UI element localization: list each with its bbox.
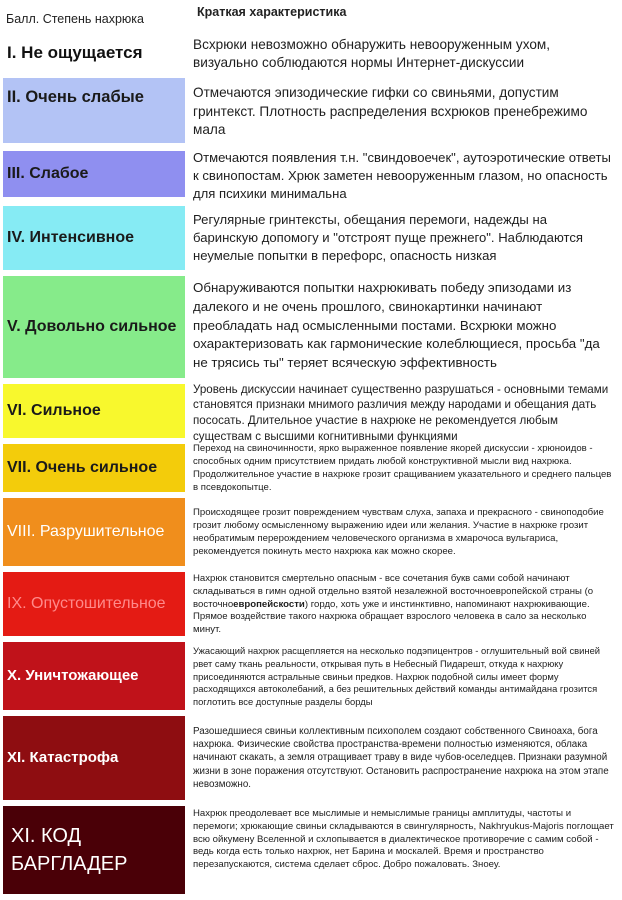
level-description-emphasis: европейскости [233,598,305,610]
level-description: Происходящее грозит повреждением чувствам слуха, запаха и прекрасного - свиноподобие грозит любому осмысленному выражению идеи или желания. Участие в нахрюке грозит необратимым перерождением человеческого организма в хмарочоса вульгариса, рекомендуется покинуть место нахрюка как можно скорее. [193,507,604,557]
header-description-label: Краткая характеристика [197,5,347,19]
level-row-7 [0,444,622,494]
level-description: Обнаруживаются попытки нахрюкивать победу эпизодами из далекого и не очень прошлого, свинокартинки начинают преобладать над осмысленными постами. Всхрюки можно охарактеризовать как гармонические колеблющиеся, просьба "да не трясись ты" теряет всяческую эффективность [193,280,600,370]
level-name: XI. Катастрофа [3,716,185,800]
level-row-8 [0,498,622,568]
level-name: IX. Опустошительное [3,572,185,636]
level-description: Регулярные гринтексты, обещания перемоги, надежды на баринскую допомогу и "отстроят пуще прежнего". Наблюдаются неумелые попытки в перефорс, опасность низкая [193,212,583,263]
level-row-2 [0,78,622,146]
level-row-4 [0,206,622,272]
level-row-9 [0,572,622,638]
level-description: Нахрюк преодолевает все мыслимые и немыслимые границы амплитуды, частоты и перемоги; хрюкающие свиньи складываются в свингулярность, Nakhryukus-Majoris поглощает всю ойкумену Вселенной и схлопывается в диалектическое противоречие с самим собой - ведь когда есть только нахрюк, нет Барина и москалей. Время и пространство перезапускаются, система сделает сброс. Добро пожаловать. Зноеу. [193,807,614,871]
level-description: Отмечаются появления т.н. "свиндовоечек", аутоэротические ответы к свинопостам. Хрюк заметен невооруженным глазом, но опасность для психики минимальна [193,150,611,201]
level-description: Разошедшиеся свиньи коллективным психополем создают собственного Свиноаха, бога нахрюка. Физические свойства пространства-времени полностью изменяются, облака начинают скакать, а земля отращивает траву в виде чубов-оселедцев. Признаки разумной жизни в зоне поражения отсутствуют. Остановить распространение нахрюка на этом этапе невозможно. [193,725,609,790]
level-row-10 [0,642,622,712]
level-name: VII. Очень сильное [3,444,185,492]
level-name: I. Не ощущается [7,42,143,62]
level-row-3 [0,148,622,202]
level-row-12 [0,806,622,896]
level-row-1 [0,34,622,74]
level-name: II. Очень слабые [3,78,185,143]
level-description: Уровень дискуссии начинает существенно разрушаться - основными темами становятся признаки мнимого различия между народами и обещания дать пососать. Длительное участие в нахрюке не рекомендуется любым существам с высшими когнитивными функциями [193,382,609,443]
level-description: Переход на свиночинности, ярко выраженное появление якорей дискуссии - хрюноидов - способных одним присутствием придать любой конструктивной мысли вид нахрюка. Продолжительное участие в нахрюке грозит сращиванием указательного и среднего пальцев в псевдокопытце. [193,443,612,493]
level-name: IV. Интенсивное [3,206,185,270]
level-description: Отмечаются эпизодические гифки со свиньями, допустим гринтекст. Плотность распределения всхрюков пренебрежимо мала [193,85,588,138]
level-name: VIII. Разрушительное [3,498,185,566]
level-name: X. Уничтожающее [3,642,185,710]
level-description [193,573,614,638]
level-row-6 [0,384,622,442]
level-row-5 [0,276,622,380]
level-description: Всхрюки невозможно обнаружить невооруженным ухом, визуально соблюдаются нормы Интернет-дискуссии [193,36,551,70]
level-description-part: Нахрюк становится смертельно опасным - все сочетания букв сами собой начинают складываться в гимн одной отдельно взятой незалежной восточноевропейской страны (о восточно [193,572,594,610]
level-name: III. Слабое [3,151,185,197]
level-name: XI. КОД БАРГЛАДЕР [3,806,185,894]
level-name: VI. Сильное [3,384,185,438]
level-name: V. Довольно сильное [3,276,185,378]
level-description: Ужасающий нахрюк расщепляется на несколько подэпицентров - оглушительный вой свиней рвет саму ткань реальности, открывая путь в Небесный Пидарешт, откуда к нахрюку присоединяются астральные свиньи предков. Нахрюк подобной силы имеет форму расходящихся автоколебаний, а без решительных действий команды антимайдана грозится поглотить все доступные разделы борды [193,645,601,708]
level-row-11 [0,716,622,802]
header-score-label: Балл. Степень нахрюка [6,12,144,26]
level-description-part: ) гордо, хоть уже и инстинктивно, напоминают нахрюкивающие. Прямое воздействие такого нахрюка обращает взрослого человека в сало за несколько минут. [193,598,590,636]
